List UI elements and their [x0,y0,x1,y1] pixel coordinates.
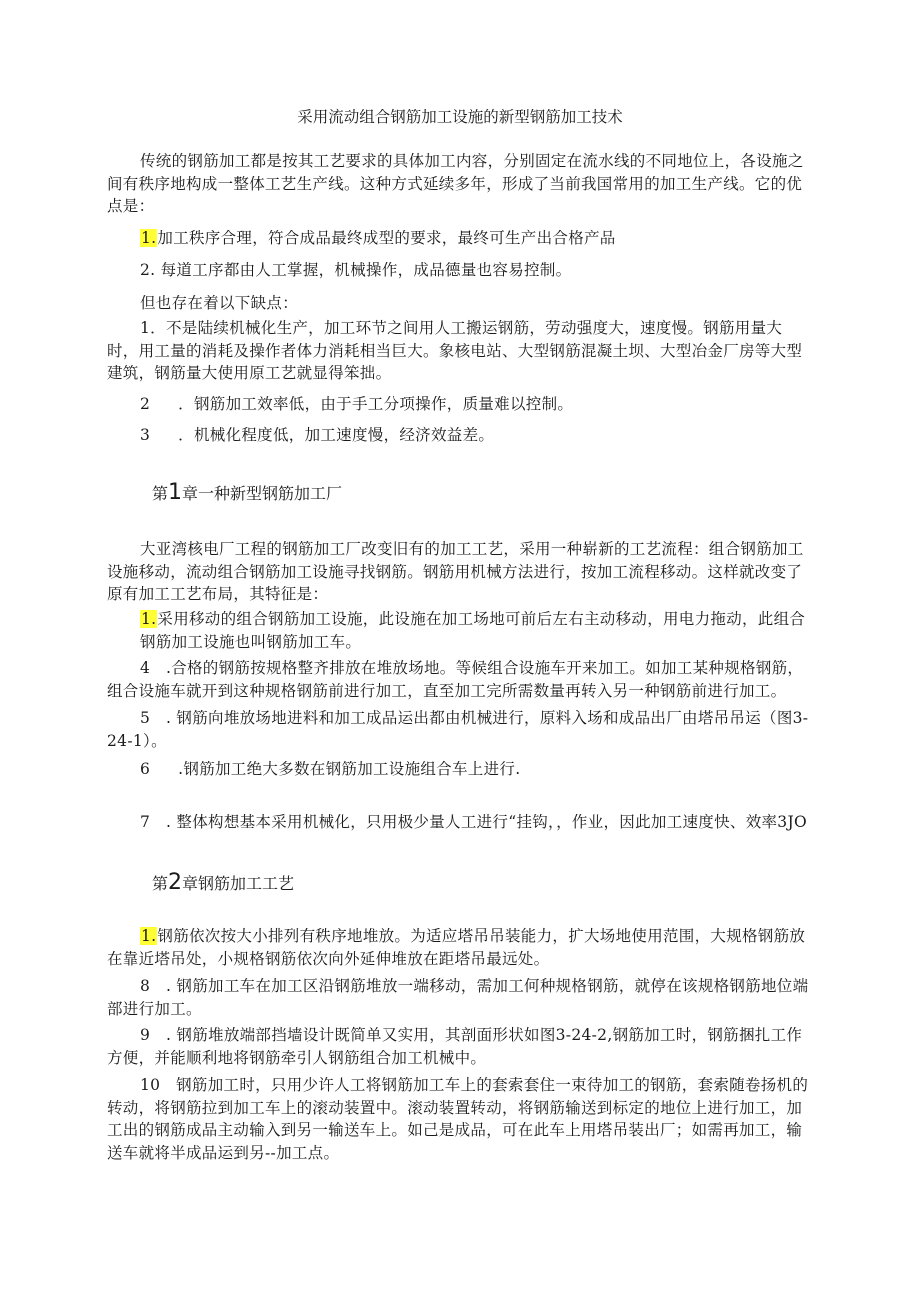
disadvantage-item-3-text: ．机械化程度低，加工速度慢，经济效益差。 [178,426,495,444]
feature-item-7: 7 . 整体构想基本采用机械化，只用极少量人工进行“挂钩，，作业，因此加工速度快、效率3JO [140,813,807,831]
feature-item-5: 5 . 钢筋向堆放场地进料和加工成品运出都由机械进行，原料入场和成品出厂由塔吊吊运（图3-24-1）。 [107,709,809,750]
disadvantage-item-1-number: 1 [140,319,151,337]
feature-item-6-text: .钢筋加工绝大多数在钢筋加工设施组合车上进行. [178,760,521,778]
highlight-mark: 1. [141,229,157,247]
process-item-8: 8 . 钢筋加工车在加工区沿钢筋堆放一端移动，需加工何种规格钢筋，就停在该规格钢筋地位端部进行加工。 [107,977,809,1018]
advantage-item-1 [140,227,820,250]
highlight-mark: 1. [141,927,157,945]
process-item-1 [107,925,813,970]
document-title: 采用流动组合钢筋加工设施的新型钢筋加工技术 [297,108,623,126]
disadvantage-item-2 [140,393,820,416]
advantage-item-1-text: 加工秩序合理，符合成品最终成型的要求，最终可生产出合格产品 [157,229,616,247]
chapter-2-prefix: 第 [152,874,169,893]
feature-item-6 [140,758,820,781]
disadvantage-item-2-number: 2 [140,395,151,413]
disadvantage-intro: 但也存在着以下缺点： [140,294,299,312]
intro-paragraph: 传统的钢筋加工都是按其工艺要求的具体加工内容，分别固定在流水线的不同地位上，各设施之间有秩序地构成一整体工艺生产线。这种方式延续多年，形成了当前我国常用的加工生产线。它的优点是： [107,152,804,215]
chapter-2-title: 章钢筋加工工艺 [182,874,295,893]
chapter-2-number: 2 [168,870,183,895]
chapter-1-number: 1 [168,480,183,505]
feature-item-1-text: 采用移动的组合钢筋加工设施，此设施在加工场地可前后左右主动移动，用电力拖动，此组合钢筋加工设施也叫钢筋加工车。 [140,610,806,651]
chapter-2-heading [152,870,294,895]
disadvantage-item-2-text: ．钢筋加工效率低，由于手工分项操作，质量难以控制。 [178,395,574,413]
feature-item-6-number: 6 [140,760,151,778]
chapter-1-prefix: 第 [152,484,169,503]
disadvantage-item-3 [140,424,820,447]
disadvantage-item-1 [107,317,813,385]
feature-item-1 [140,608,813,653]
disadvantage-item-1-text: ．不是陆续机械化生产，加工环节之间用人工搬运钢筋，劳动强度大，速度慢。钢筋用量大时，用工量的消耗及操作者体力消耗相当巨大。象核电站、大型钢筋混凝土坝、大型冶金厂房等大型建筑，钢筋量大使用原工艺就显得笨拙。 [107,319,803,382]
process-item-9: 9 . 钢筋堆放端部挡墙设计既简单又实用，其剖面形状如图3-24-2,钢筋加工时，钢筋捆扎工作方便，并能顺利地将钢筋牵引人钢筋组合加工机械中。 [107,1026,803,1067]
disadvantage-item-3-number: 3 [140,426,151,444]
advantage-item-2: 2. 每道工序都由人工掌握，机械操作，成品德量也容易控制。 [140,261,572,279]
chapter-1-title: 章一种新型钢筋加工厂 [182,484,343,503]
chapter-1-heading [152,480,342,505]
feature-item-4: 4 .合格的钢筋按规格整齐排放在堆放场地。等候组合设施车开来加工。如加工某种规格钢筋，组合设施车就开到这种规格钢筋前进行加工，直至加工完所需数量再转入另一种钢筋前进行加工。 [107,659,804,700]
process-item-1-text: 钢筋依次按大小排列有秩序地堆放。为适应塔吊吊装能力，扩大场地使用范围，大规格钢筋放在靠近塔吊处，小规格钢筋依次向外延伸堆放在距塔吊最远处。 [107,927,806,968]
process-item-10: 10 钢筋加工时，只用少许人工将钢筋加工车上的套索套住一束待加工的钢筋，套索随卷扬机的转动，将钢筋拉到加工车上的滚动装置中。滚动装置转动，将钢筋输送到标定的地位上进行加工，加工出的钢筋成品主动输入到另一输送车上。如己是成品，可在此车上用塔吊装出厂；如需再加工，输送车就将半成品运到另--加工点。 [107,1076,809,1162]
highlight-mark: 1. [141,610,157,628]
chapter-1-intro: 大亚湾核电厂工程的钢筋加工厂改变旧有的加工工艺，采用一种崭新的工艺流程：组合钢筋加工设施移动，流动组合钢筋加工设施寻找钢筋。钢筋用机械方法进行，按加工流程移动。这样就改变了原有加工工艺布局，其特征是： [107,540,804,603]
